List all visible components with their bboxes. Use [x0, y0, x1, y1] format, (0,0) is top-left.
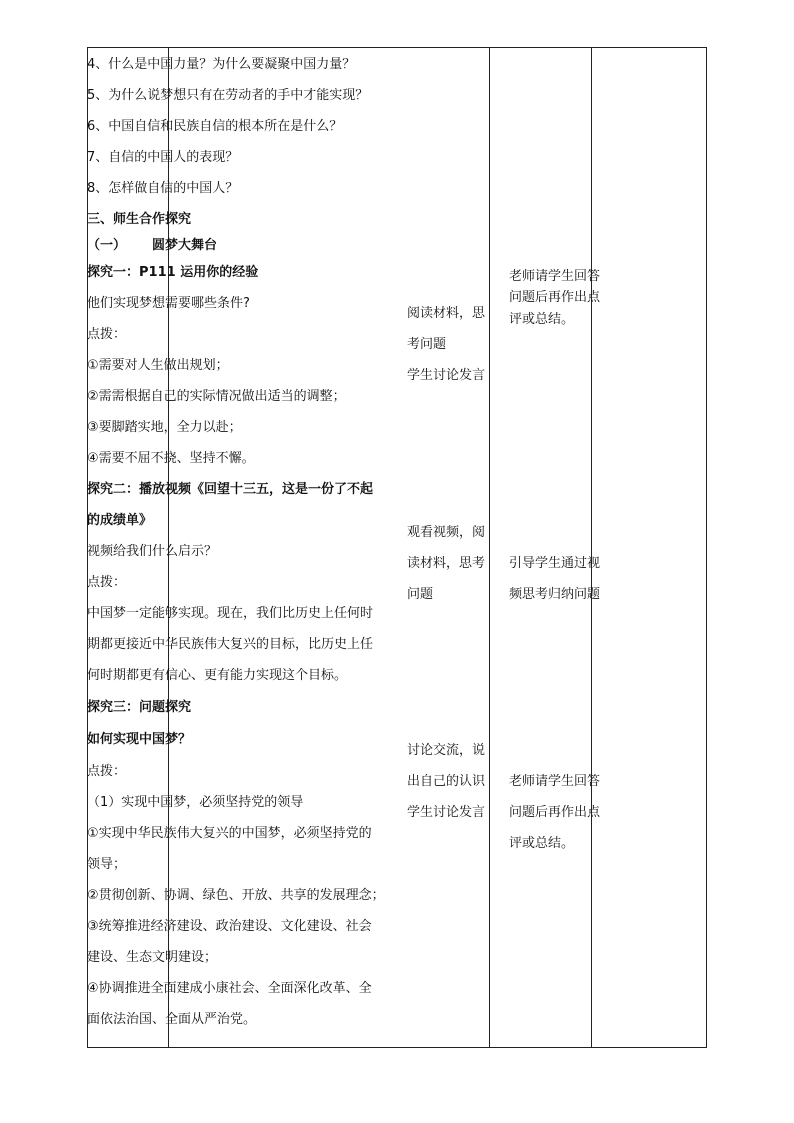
explore-2-question: 视频给我们什么启示？ — [87, 544, 218, 559]
question-4: 4、什么是中国力量？为什么要凝聚中国力量？ — [87, 57, 356, 72]
student-activity-1-line-2: 考问题 — [407, 337, 447, 352]
explore-3-heading-1: （1）实现中国梦，必须坚持党的领导 — [87, 795, 304, 810]
hint-label-1: 点拨： — [87, 327, 127, 342]
student-activity-2-line-3: 问题 — [407, 587, 434, 602]
explore-3-point-4-line-1: ④协调推进全面建成小康社会、全面深化改革、全 — [87, 981, 372, 996]
explore-3-point-1-line-1: ①实现中华民族伟大复兴的中国梦，必须坚持党的 — [87, 826, 372, 841]
teacher-activity-3-line-3: 评或总结。 — [509, 836, 575, 851]
explore-1-answer-4: ④需要不屈不挠、坚持不懈。 — [87, 451, 255, 466]
explore-1-answer-3: ③要脚踏实地，全力以赴； — [87, 420, 242, 435]
explore-2-title-line-2: 的成绩单》 — [87, 513, 153, 528]
explore-3-point-4-line-2: 面依法治国、全面从严治党。 — [87, 1012, 257, 1027]
teacher-activity-2-line-2: 频思考归纳问题 — [509, 587, 601, 602]
student-activity-3-line-3: 学生讨论发言 — [407, 805, 486, 820]
column-divider-3 — [591, 48, 592, 1047]
question-6: 6、中国自信和民族自信的根本所在是什么？ — [87, 119, 343, 134]
student-activity-1-line-3: 学生讨论发言 — [407, 368, 486, 383]
explore-1-title: 探究一：P111 运用你的经验 — [87, 265, 259, 280]
explore-2-title-line-1: 探究二：播放视频《回望十三五，这是一份了不起 — [87, 482, 374, 497]
explore-3-point-1-line-2: 领导； — [87, 857, 127, 872]
explore-3-point-2: ②贯彻创新、协调、绿色、开放、共享的发展理念； — [87, 888, 385, 903]
explore-3-point-3-line-2: 建设、生态文明建设； — [87, 950, 218, 965]
teacher-activity-1-line-3: 评或总结。 — [509, 312, 575, 327]
explore-2-answer-line-2: 期都更接近中华民族伟大复兴的目标，比历史上任 — [87, 637, 374, 652]
hint-label-2: 点拨： — [87, 575, 127, 590]
explore-3-title: 探究三：问题探究 — [87, 700, 192, 715]
student-activity-2-line-2: 读材料，思考 — [407, 556, 486, 571]
explore-2-answer-line-3: 何时期都更有信心、更有能力实现这个目标。 — [87, 668, 348, 683]
teacher-activity-3-line-1: 老师请学生回答 — [509, 774, 601, 789]
column-divider-2 — [489, 48, 490, 1047]
teacher-activity-1-line-2: 问题后再作出点 — [509, 290, 601, 305]
teacher-activity-2-line-1: 引导学生通过视 — [509, 556, 601, 571]
explore-3-point-3-line-1: ③统筹推进经济建设、政治建设、文化建设、社会 — [87, 919, 372, 934]
subsection-title: 圆梦大舞台 — [152, 238, 218, 253]
student-activity-1-line-1: 阅读材料，思 — [407, 306, 486, 321]
explore-1-question: 他们实现梦想需要哪些条件? — [87, 296, 250, 311]
explore-1-answer-2: ②需需根据自己的实际情况做出适当的调整； — [87, 389, 346, 404]
section-heading: 三、师生合作探究 — [87, 212, 192, 227]
hint-label-3: 点拨： — [87, 764, 127, 779]
student-activity-3-line-1: 讨论交流，说 — [407, 743, 486, 758]
explore-3-question: 如何实现中国梦？ — [87, 732, 192, 747]
question-7: 7、自信的中国人的表现？ — [87, 150, 239, 165]
question-8: 8、怎样做自信的中国人？ — [87, 181, 239, 196]
explore-1-answer-1: ①需要对人生做出规划； — [87, 358, 229, 373]
subsection-number: （一） — [87, 238, 127, 253]
teacher-activity-3-line-2: 问题后再作出点 — [509, 805, 601, 820]
question-5: 5、为什么说梦想只有在劳动者的手中才能实现？ — [87, 88, 369, 103]
student-activity-2-line-1: 观看视频，阅 — [407, 525, 486, 540]
subsection-heading — [87, 238, 217, 254]
teacher-activity-1-line-1: 老师请学生回答 — [509, 269, 601, 284]
explore-2-answer-line-1: 中国梦一定能够实现。现在，我们比历史上任何时 — [87, 606, 374, 621]
student-activity-3-line-2: 出自己的认识 — [407, 774, 486, 789]
